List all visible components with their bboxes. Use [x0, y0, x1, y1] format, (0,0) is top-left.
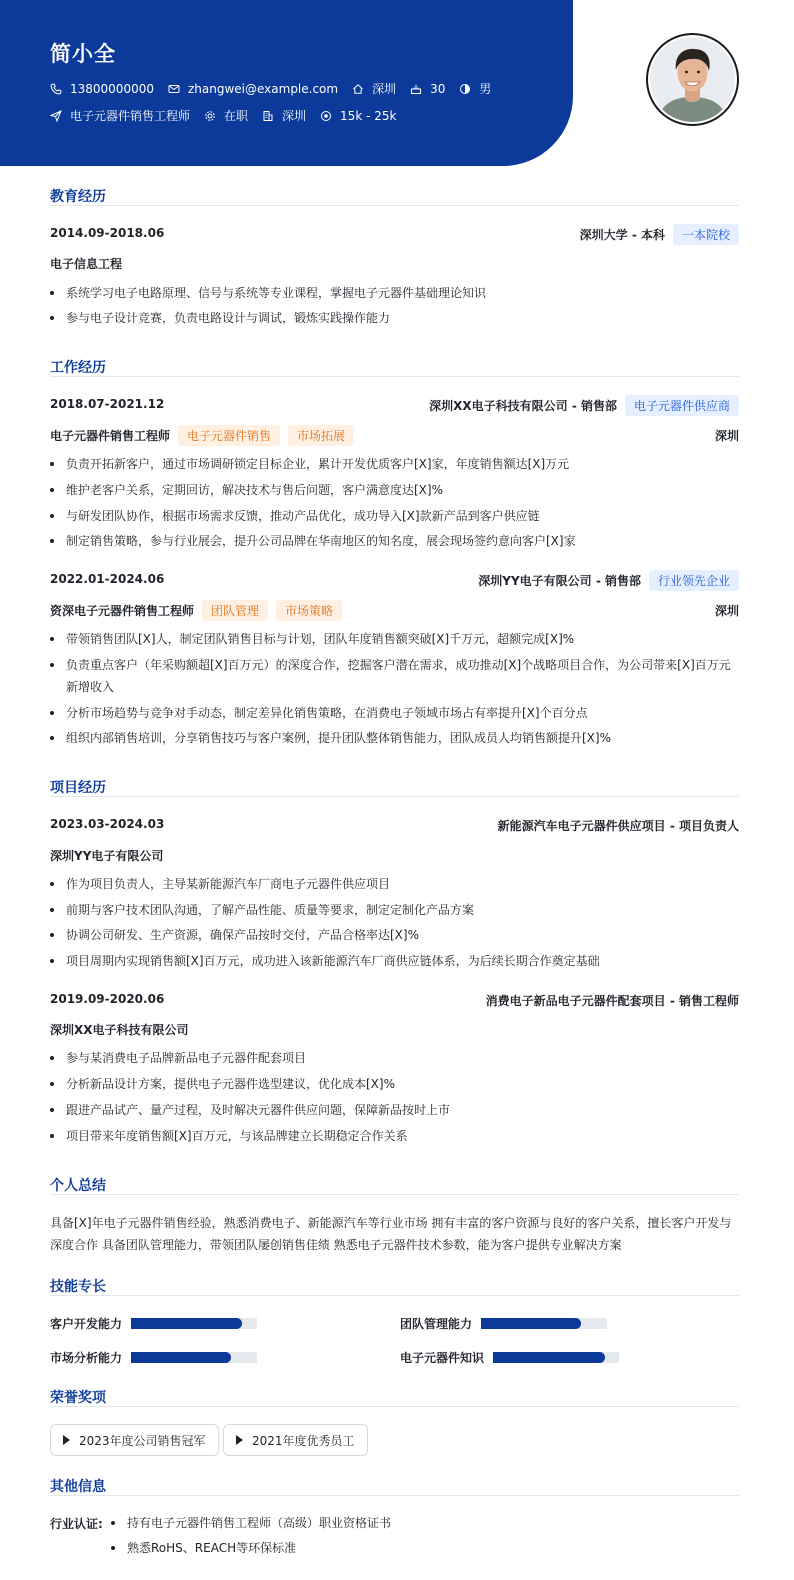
work-date: 2022.01-2024.06 — [50, 572, 165, 586]
list-item: 参与某消费电子品牌新品电子元器件配套项目 — [50, 1047, 739, 1069]
skills-section-title: 技能专长 — [50, 1279, 106, 1295]
education-date: 2014.09-2018.06 — [50, 226, 165, 240]
list-item: 协调公司研发、生产资源，确保产品按时交付，产品合格率达[X]% — [50, 924, 739, 946]
candidate-name: 简小全 — [50, 42, 116, 66]
list-item: 组织内部销售培训，分享销售技巧与客户案例，提升团队整体销售能力，团队成员人均销售额提升[X]% — [50, 727, 739, 749]
home-icon — [352, 83, 364, 95]
section-divider — [50, 1194, 739, 1195]
award-chip — [50, 1424, 219, 1456]
target-city-info — [262, 107, 306, 124]
phone-text: 13800000000 — [70, 81, 154, 96]
work-company-row — [478, 570, 739, 591]
skill-bar — [481, 1318, 607, 1329]
work-section-title: 工作经历 — [50, 360, 106, 376]
major-name: 电子信息工程 — [50, 257, 123, 271]
skill-bar — [131, 1318, 257, 1329]
gender-text: 男 — [479, 82, 492, 96]
list-item: 持有电子元器件销售工程师（高级）职业资格证书 — [111, 1512, 391, 1534]
avatar — [646, 33, 739, 126]
job-intent-row — [50, 107, 410, 124]
summary-text: 具备[X]年电子元器件销售经验，熟悉消费电子、新能源汽车等行业市场 拥有丰富的客户资源与良好的客户关系，擅长客户开发与深度合作 具备团队管理能力，带领团队屡创销售佳绩 熟悉电子元器件技术参数，能为客户提供专业解决方案 — [50, 1216, 732, 1252]
section-divider — [50, 1495, 739, 1496]
projects-section-title: 项目经历 — [50, 780, 106, 796]
play-icon — [63, 1435, 70, 1445]
gender-info — [459, 80, 491, 97]
cake-icon — [410, 83, 422, 95]
skill-name: 团队管理能力 — [400, 1317, 473, 1331]
skill-bar-fill — [131, 1352, 231, 1363]
skill-bar — [131, 1352, 257, 1363]
city-info — [352, 80, 396, 97]
list-item: 作为项目负责人，主导某新能源汽车厂商电子元器件供应项目 — [50, 873, 739, 895]
person-portrait-icon — [650, 37, 735, 122]
coin-icon — [320, 110, 332, 122]
education-section-title: 教育经历 — [50, 189, 106, 205]
list-item: 参与电子设计竞赛，负责电路设计与调试，锻炼实践操作能力 — [50, 307, 739, 329]
section-divider — [50, 1295, 739, 1296]
mail-icon — [168, 83, 180, 95]
work-company-row — [429, 395, 739, 416]
summary-section-title: 个人总结 — [50, 1178, 106, 1194]
list-item: 负责开拓新客户，通过市场调研锁定目标企业，累计开发优质客户[X]家，年度销售额达[X]万元 — [50, 453, 739, 475]
skill-item — [400, 1349, 619, 1366]
school-tag: 一本院校 — [673, 224, 739, 245]
list-item: 熟悉RoHS、REACH等环保标准 — [111, 1537, 296, 1559]
other-section-title: 其他信息 — [50, 1479, 106, 1495]
email-text: zhangwei@example.com — [187, 81, 339, 96]
role-tag: 团队管理 — [202, 600, 268, 621]
list-item: 系统学习电子电路原理、信号与系统等专业课程，掌握电子元器件基础理论知识 — [50, 282, 739, 304]
skill-item — [50, 1315, 257, 1332]
list-item: 负责重点客户（年采购额超[X]百万元）的深度合作，挖掘客户潜在需求，成功推动[X]个战略项目合作，为公司带来[X]百万元新增收入 — [50, 654, 739, 698]
awards-section-title: 荣誉奖项 — [50, 1390, 106, 1406]
list-item: 前期与客户技术团队沟通，了解产品性能、质量等要求，制定定制化产品方案 — [50, 899, 739, 921]
list-item: 与研发团队协作，根据市场需求反馈，推动产品优化，成功导入[X]款新产品到客户供应链 — [50, 505, 739, 527]
skill-name: 市场分析能力 — [50, 1351, 123, 1365]
gender-icon — [459, 83, 471, 95]
list-item: 分析新品设计方案，提供电子元器件选型建议，优化成本[X]% — [50, 1073, 739, 1095]
list-item: 制定销售策略，参与行业展会，提升公司品牌在华南地区的知名度，展会现场签约意向客户[X]家 — [50, 530, 739, 552]
project-date: 2023.03-2024.03 — [50, 817, 165, 831]
project-title: 新能源汽车电子元器件供应项目 - 项目负责人 — [497, 819, 739, 833]
section-divider — [50, 1406, 739, 1407]
certification-label: 行业认证: — [50, 1517, 103, 1531]
list-item: 分析市场趋势与竞争对手动态，制定差异化销售策略，在消费电子领域市场占有率提升[X]个百分点 — [50, 702, 739, 724]
status-info — [204, 107, 248, 124]
company-name: 深圳XX电子科技有限公司 - 销售部 — [429, 399, 617, 413]
list-item: 跟进产品试产、量产过程，及时解决元器件供应问题，保障新品按时上市 — [50, 1099, 739, 1121]
award-chip — [223, 1424, 368, 1456]
salary-info — [320, 109, 396, 123]
target-role-info — [50, 107, 190, 124]
skill-name: 客户开发能力 — [50, 1317, 123, 1331]
award-label: 2023年度公司销售冠军 — [79, 1433, 206, 1448]
skill-item — [400, 1315, 607, 1332]
skill-bar-fill — [481, 1318, 581, 1329]
phone-icon — [50, 83, 62, 95]
section-divider — [50, 205, 739, 206]
project-name — [486, 992, 739, 1009]
role-tag: 市场拓展 — [288, 425, 354, 446]
award-label: 2021年度优秀员工 — [252, 1433, 355, 1448]
list-item: 带领销售团队[X]人，制定团队销售目标与计划，团队年度销售额突破[X]千万元，超额完成[X]% — [50, 628, 739, 650]
avatar-photo — [650, 37, 735, 122]
list-item: 项目周期内实现销售额[X]百万元，成功进入该新能源汽车厂商供应链体系，为后续长期合作奠定基础 — [50, 950, 739, 972]
work-location: 深圳 — [714, 429, 739, 443]
project-title: 消费电子新品电子元器件配套项目 - 销售工程师 — [485, 994, 739, 1008]
play-icon — [236, 1435, 243, 1445]
list-item: 项目带来年度销售额[X]百万元，与该品牌建立长期稳定合作关系 — [50, 1125, 739, 1147]
work-date: 2018.07-2021.12 — [50, 397, 165, 411]
school-name: 深圳大学 - 本科 — [579, 228, 665, 242]
project-name — [498, 817, 739, 834]
status-text: 在职 — [224, 109, 249, 123]
company-tag: 行业领先企业 — [649, 570, 739, 591]
send-icon — [50, 110, 62, 122]
skill-item — [50, 1349, 257, 1366]
skill-bar-fill — [493, 1352, 605, 1363]
contact-row — [50, 80, 505, 97]
gear-icon — [204, 110, 216, 122]
section-divider — [50, 376, 739, 377]
project-org: 深圳XX电子科技有限公司 — [50, 1023, 189, 1037]
city-text: 深圳 — [372, 82, 397, 96]
role-tag: 市场策略 — [276, 600, 342, 621]
building-icon — [262, 110, 274, 122]
list-item: 维护老客户关系，定期回访，解决技术与售后问题，客户满意度达[X]% — [50, 479, 739, 501]
education-school-row — [580, 224, 739, 245]
project-date: 2019.09-2020.06 — [50, 992, 165, 1006]
work-role-row — [50, 425, 354, 446]
work-role-row — [50, 600, 342, 621]
role-tag: 电子元器件销售 — [178, 425, 280, 446]
age-text: 30 — [430, 81, 446, 96]
work-location: 深圳 — [714, 604, 739, 618]
age-info — [410, 82, 445, 96]
skill-bar — [493, 1352, 619, 1363]
email-info — [168, 82, 338, 96]
company-name: 深圳YY电子有限公司 - 销售部 — [478, 574, 641, 588]
target-role-text: 电子元器件销售工程师 — [70, 109, 191, 123]
phone-info — [50, 82, 154, 96]
target-city-text: 深圳 — [282, 109, 307, 123]
salary-text: 15k - 25k — [340, 108, 397, 123]
role-title: 电子元器件销售工程师 — [50, 429, 171, 443]
role-title: 资深电子元器件销售工程师 — [50, 604, 195, 618]
project-org: 深圳YY电子有限公司 — [50, 849, 164, 863]
company-tag: 电子元器件供应商 — [625, 395, 739, 416]
skill-name: 电子元器件知识 — [400, 1351, 485, 1365]
skill-bar-fill — [131, 1318, 242, 1329]
section-divider — [50, 796, 739, 797]
